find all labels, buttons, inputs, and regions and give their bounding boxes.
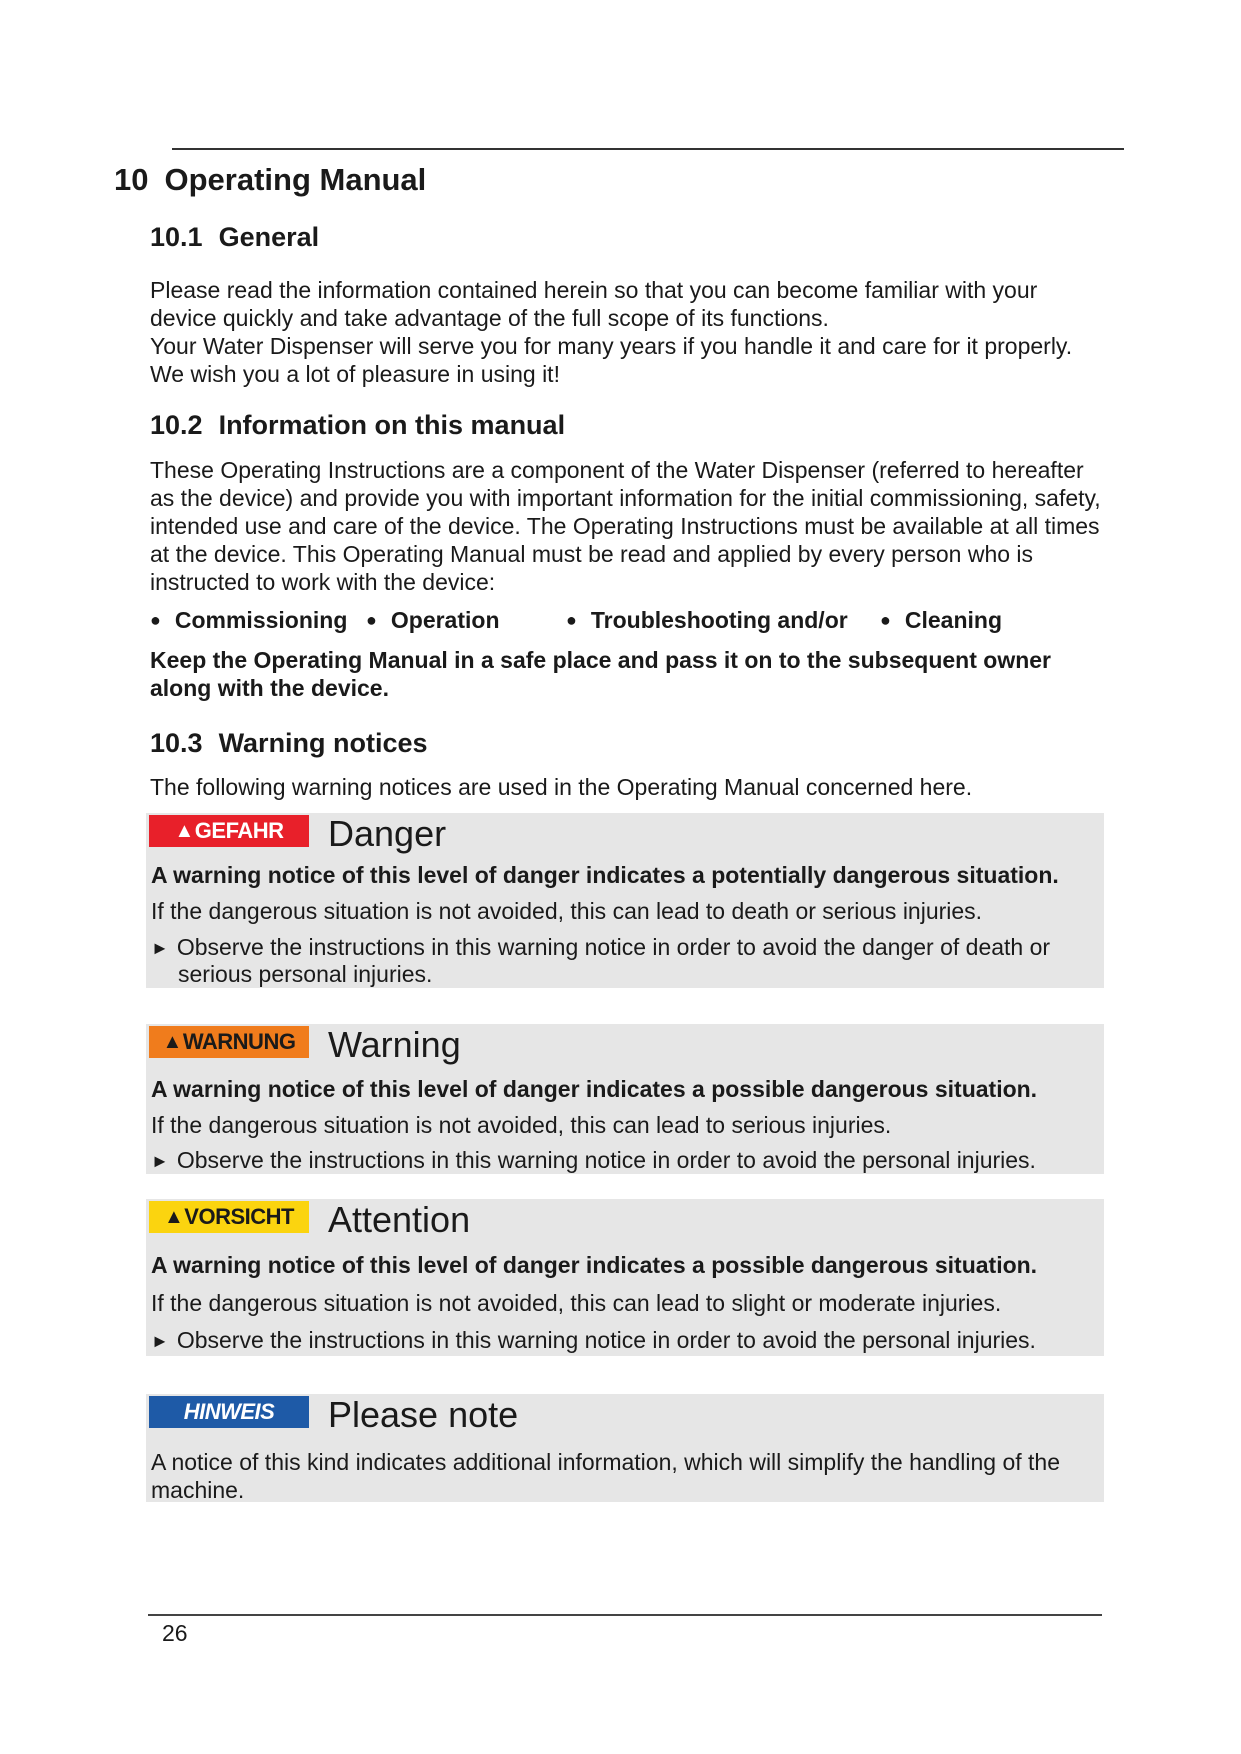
notice-action: ► Observe the instructions in this warning notice in order to avoid the personal injuries. bbox=[151, 1327, 1036, 1353]
section-heading-information bbox=[150, 410, 565, 441]
arrow-right-icon: ► bbox=[151, 1331, 169, 1351]
danger-badge: ▲ GEFAHR bbox=[149, 815, 309, 847]
notice-action: ► Observe the instructions in this warning notice in order to avoid the danger of death or bbox=[151, 934, 1051, 960]
notice-text: A notice of this kind indicates additional information, which will simplify the handling of the machine. bbox=[151, 1449, 1060, 1503]
header-rule bbox=[172, 148, 1124, 150]
caution-notice bbox=[146, 1199, 1104, 1356]
paragraph: Your Water Dispenser will serve you for many years if you handle it and care for it properly. We wish you a lot of pleasure in using it! bbox=[150, 333, 1073, 387]
section-title: Information on this manual bbox=[218, 410, 566, 440]
notice-headline: A warning notice of this level of danger indicates a possible dangerous situation. bbox=[151, 1076, 1038, 1102]
warning-notice bbox=[146, 1024, 1104, 1174]
notice-title: Warning bbox=[328, 1024, 461, 1065]
warning-triangle-icon: ▲ bbox=[164, 1205, 184, 1228]
list-item: ● Operation bbox=[366, 607, 500, 633]
note-notice bbox=[146, 1394, 1104, 1502]
information-text bbox=[150, 456, 1110, 596]
note-badge: HINWEIS bbox=[149, 1396, 309, 1428]
warning-triangle-icon: ▲ bbox=[174, 819, 194, 842]
paragraph: Please read the information contained herein so that you can become familiar with your device quickly and take advantage of the full scope of its functions. bbox=[150, 277, 1038, 331]
warning-badge: ▲ WARNUNG bbox=[149, 1026, 309, 1058]
chapter-heading bbox=[114, 162, 426, 198]
danger-notice bbox=[146, 813, 1104, 988]
footer-rule bbox=[148, 1614, 1102, 1616]
list-item: ● Cleaning bbox=[880, 607, 1002, 633]
caution-badge: ▲ VORSICHT bbox=[149, 1201, 309, 1233]
list-item: ● Troubleshooting and/or bbox=[566, 607, 848, 633]
arrow-right-icon: ► bbox=[151, 938, 169, 958]
section-number: 10.2 bbox=[150, 410, 203, 440]
notice-consequence: If the dangerous situation is not avoided, this can lead to serious injuries. bbox=[151, 1112, 892, 1138]
list-item: ● Commissioning bbox=[150, 607, 348, 633]
notice-title: Danger bbox=[328, 813, 447, 854]
warning-triangle-icon: ▲ bbox=[162, 1030, 182, 1053]
notice-title: Please note bbox=[328, 1394, 519, 1435]
section-number: 10.1 bbox=[150, 222, 203, 252]
arrow-right-icon: ► bbox=[151, 1151, 169, 1171]
section-title: General bbox=[218, 222, 320, 252]
notice-headline: A warning notice of this level of danger indicates a potentially dangerous situation. bbox=[151, 862, 1059, 888]
section-heading-warnings bbox=[150, 728, 428, 759]
notice-consequence: If the dangerous situation is not avoided, this can lead to death or serious injuries. bbox=[151, 898, 983, 924]
page-number: 26 bbox=[162, 1620, 188, 1646]
notice-consequence: If the dangerous situation is not avoided, this can lead to slight or moderate injuries. bbox=[151, 1290, 1002, 1316]
paragraph: These Operating Instructions are a component of the Water Dispenser (referred to hereafter as the device) and provide you with important information for the initial commissioning, safety, intended use and care of the device. The Operating Instructions must be available at all times at the device. This Operating Manual must be read and applied by every person who is instructed to work with the device: bbox=[150, 457, 1101, 595]
notice-title: Attention bbox=[328, 1199, 471, 1240]
section-title: Warning notices bbox=[218, 728, 428, 758]
notice-headline: A warning notice of this level of danger indicates a possible dangerous situation. bbox=[151, 1252, 1038, 1278]
notice-action-cont: serious personal injuries. bbox=[178, 961, 433, 987]
chapter-number: 10 bbox=[114, 162, 149, 197]
general-text bbox=[150, 276, 1110, 388]
keep-manual-note: Keep the Operating Manual in a safe place and pass it on to the subsequent owner along with the device. bbox=[150, 647, 1051, 701]
notice-action: ► Observe the instructions in this warning notice in order to avoid the personal injuries. bbox=[151, 1147, 1036, 1173]
section-heading-general bbox=[150, 222, 319, 253]
section-number: 10.3 bbox=[150, 728, 203, 758]
warnings-intro: The following warning notices are used in the Operating Manual concerned here. bbox=[150, 774, 973, 800]
chapter-title: Operating Manual bbox=[164, 162, 427, 197]
